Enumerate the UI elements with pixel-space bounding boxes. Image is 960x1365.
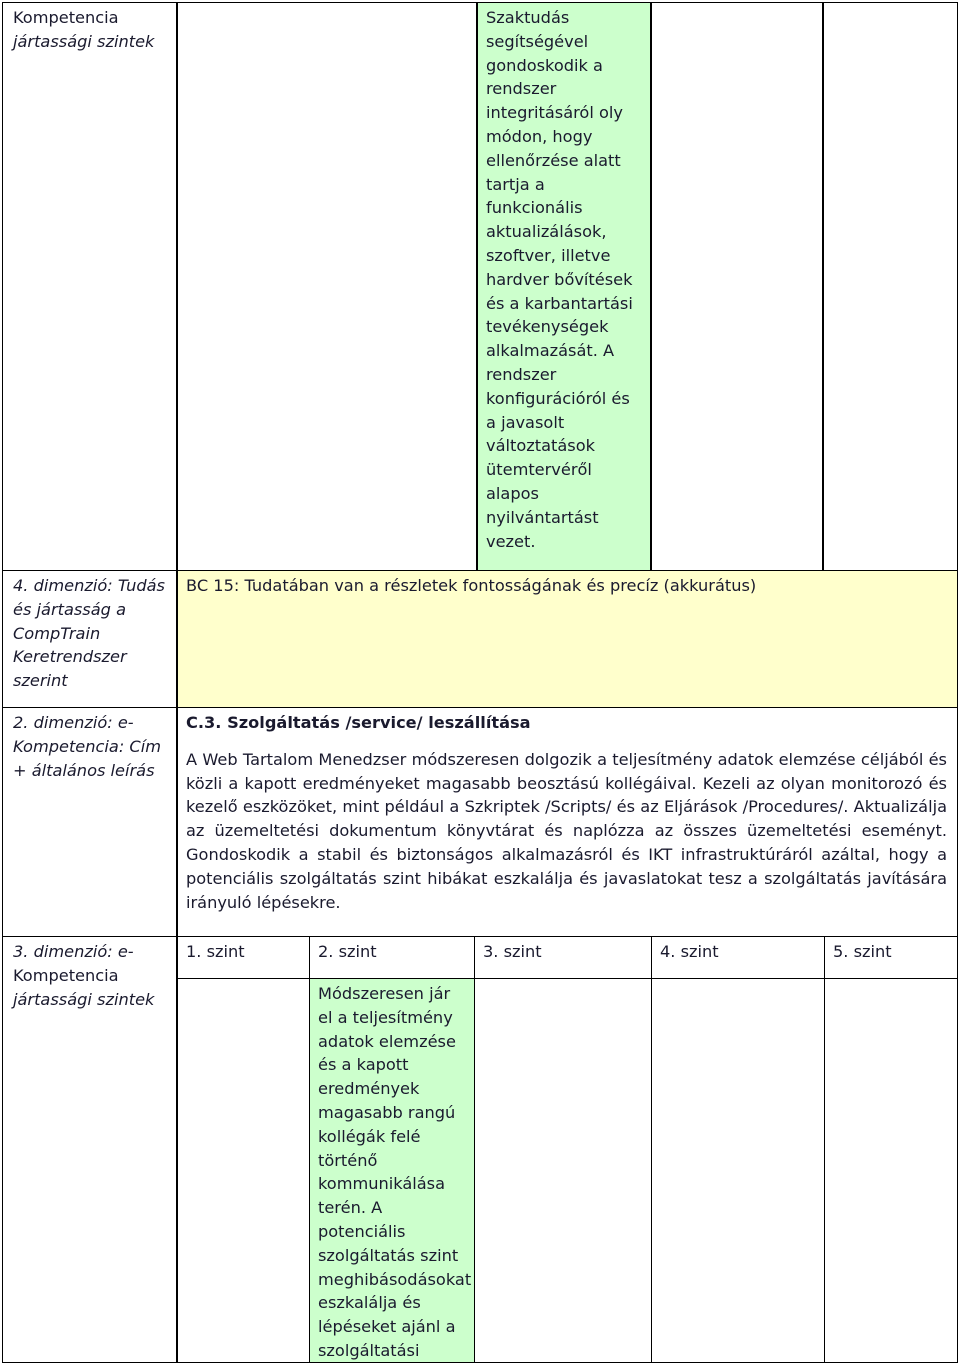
competence-title: C.3. Szolgáltatás /service/ leszállítása [186,713,531,732]
dimension-4-text: BC 15: Tudatában van a részletek fontosságának és precíz (akkurátus) [177,570,958,708]
level-2-text: Módszeresen jár el a teljesítmény adatok elemzése és a kapott eredmények magasabb rangú kollégák felé történő kommunikálása terén. A potenciális szolgáltatás szint meghibásodásokat eszkalálja és lépéseket ajánl a szolgáltatási [318,984,472,1360]
level-2-content [309,978,475,1363]
level-4-content [651,978,825,1363]
level-1-content [177,978,310,1363]
label-line-1: Kompetencia [13,8,119,27]
competence-level-label [2,2,177,571]
level-1-cell [177,2,477,571]
dimension-3-label-line-3: jártassági szintek [13,989,155,1009]
level-3-content [474,978,652,1363]
level-5-content [824,978,958,1363]
level-header-2: 2. szint [309,936,475,979]
level-5-cell [823,2,958,571]
level-header-3: 3. szint [474,936,652,979]
dimension-2-label: 2. dimenzió: e-Kompetencia: Cím + általános leírás [2,707,177,937]
level-header-1: 1. szint [177,936,310,979]
dimension-3-label-line-1: 3. dimenzió: e- [13,942,134,961]
dimension-3-label-line-2: Kompetencia [13,965,119,985]
dimension-2-content [177,707,958,937]
level-header-4: 4. szint [651,936,825,979]
level-3-text: Szaktudás segítségével gondoskodik a rendszer integritásáról oly módon, hogy ellenőrzése alatt tartja a funkcionális aktualizálások, szoftver, illetve hardver bővítések és a karbantartási tevékenységek alkalmazását. A rendszer konfigurációról és a javasolt változtatások ütemtervéről alapos nyilvántartást vezet. [486,8,633,551]
dimension-4-label: 4. dimenzió: Tudás és jártasság a CompTrain Keretrendszer szerint [2,570,177,708]
level-4-cell [651,2,823,571]
level-header-5: 5. szint [824,936,958,979]
label-line-2: jártassági szintek [13,31,155,51]
competence-description: A Web Tartalom Menedzser módszeresen dolgozik a teljesítmény adatok elemzése céljából és közli a kapott eredményeket magasabb beosztású kollégáival. Kezeli az olyan monitorozó és kezelő eszközöket, mint például a Szkriptek /Scripts/ és az Eljárások /Procedures/. Aktualizálja az üzemeltetési dokumentum könyvtárat és naplózza az összes üzemeltetési eseményt. Gondoskodik a stabil és biztonságos alkalmazásról és IKT infrastruktúráról azáltal, hogy a potenciális szolgáltatás szint hibákat eszkalálja és javaslatokat tesz a szolgáltatás javítására irányuló lépésekre. [186,749,947,912]
dimension-3-label [2,936,177,1363]
level-3-cell [477,2,651,571]
